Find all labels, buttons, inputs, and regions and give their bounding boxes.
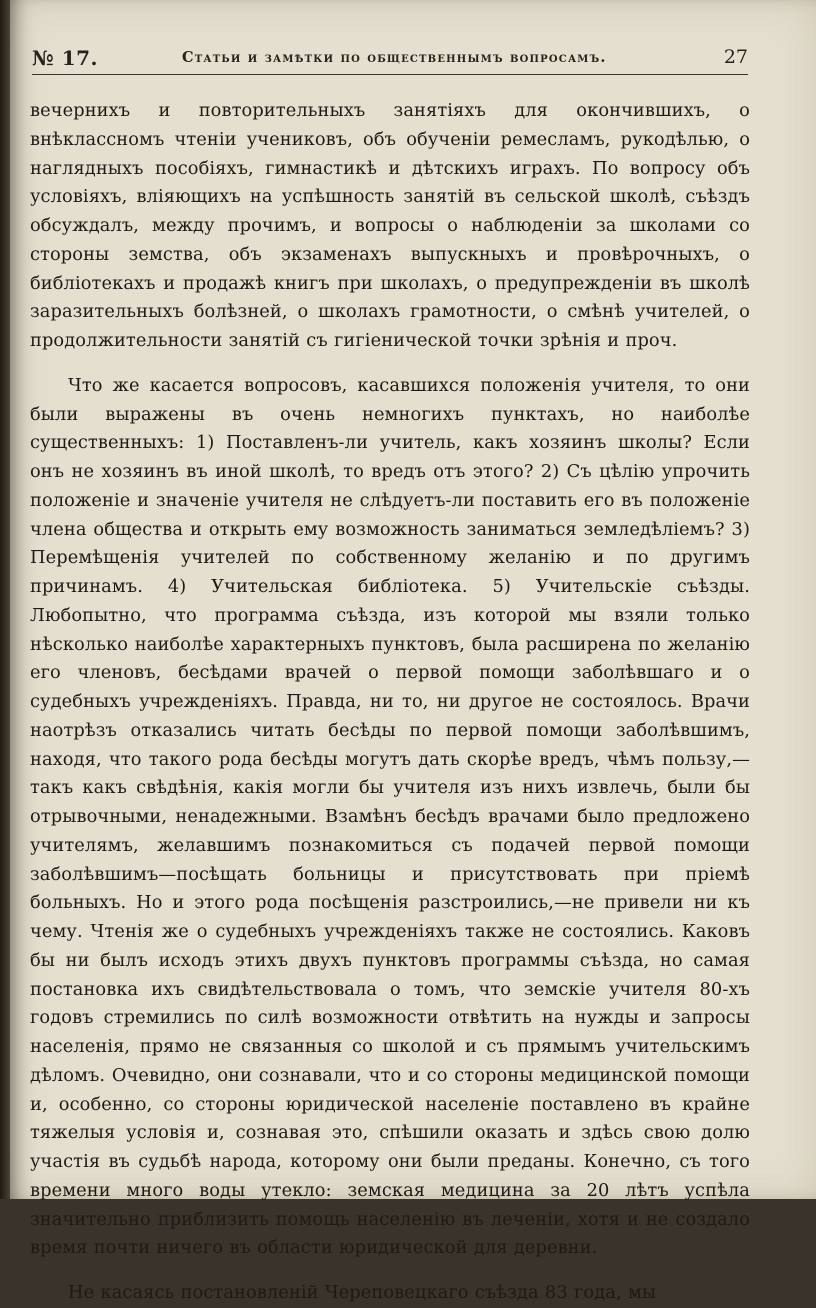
issue-number: № 17. <box>32 46 98 70</box>
paragraph-continuation: вечернихъ и повторительныхъ занятіяхъ для окончившихъ, о внѣклассномъ чтеніи учениковъ, объ обученіи ремесламъ, рукодѣлью, о наглядныхъ пособіяхъ, гимнастикѣ и дѣтскихъ играхъ. По вопросу объ условіяхъ, вліяющихъ на успѣшность занятій въ сельской школѣ, съѣздъ обсуждалъ, между прочимъ, и вопросы о наблюденіи за школами со стороны земства, объ экзаменахъ выпускныхъ и провѣрочныхъ, о библіотекахъ и продажѣ книгъ при школахъ, о предупрежденіи въ школѣ заразительныхъ болѣзней, о школахъ грамотности, о смѣнѣ учителей, о продолжительности занятій съ гигіенической точки зрѣнія и проч. <box>30 100 750 351</box>
article-body <box>30 97 750 1308</box>
paragraph-cherepovets: Не касаясь постановленій Череповецкаго съѣзда 83 года, мы <box>68 1282 657 1303</box>
page-header <box>32 44 748 74</box>
page-number: 27 <box>723 46 748 68</box>
running-title: Статьи и замѣтки по общественнымъ вопросамъ. <box>182 49 607 66</box>
book-page <box>10 0 816 1303</box>
header-rule <box>32 74 748 75</box>
paragraph-teacher-questions: Что же касается вопросовъ, касавшихся положенія учителя, то они были выражены въ очень немногихъ пунктахъ, но наиболѣе существенныхъ: 1) Поставленъ-ли учитель, какъ хозяинъ школы? Если онъ не хозяинъ въ иной школѣ, то вредъ отъ этого? 2) Съ цѣлію упрочить положеніе и значеніе учителя не слѣдуетъ-ли поставить его въ положеніе члена общества и открыть ему возможность заниматься земледѣліемъ? 3) Перемѣщенія учителей по собственному желанію и по другимъ причинамъ. 4) Учительская библіотека. 5) Учительскіе съѣзды. Любопытно, что программа съѣзда, изъ которой мы взяли только нѣсколько наиболѣе характерныхъ пунктовъ, была расширена по желанію его членовъ, бесѣдами врачей о первой помощи заболѣвшаго и о судебныхъ учрежденіяхъ. Правда, ни то, ни другое не состоялось. Врачи наотрѣзъ отказались читать бесѣды по первой помощи заболѣвшимъ, находя, что такого рода бесѣды могутъ дать скорѣе вредъ, чѣмъ пользу,—такъ какъ свѣдѣнія, какія могли бы учителя изъ нихъ извлечь, были бы отрывочными, ненадежными. Взамѣнъ бесѣдъ врачами было предложено учителямъ, желавшимъ познакомиться съ подачей первой помощи заболѣвшимъ—посѣщать больницы и присутствовать при пріемѣ больныхъ. Но и этого рода посѣщенія разстроились,—не привели ни къ чему. Чтенія же о судебныхъ учрежденіяхъ также не состоялись. Каковъ бы ни былъ исходъ этихъ двухъ пунктовъ программы съѣзда, но самая постановка ихъ свидѣтельствовала о томъ, что земскіе учителя 80-хъ годовъ стремились по силѣ возможности отвѣтить на нужды и запросы населенія, прямо не связанныя со школой и съ прямымъ учительскимъ дѣломъ. Очевидно, они сознавали, что и со стороны медицинской помощи и, особенно, со стороны юридической населеніе поставлено въ крайне тяжелыя условія и, сознавая это, спѣшили оказать и здѣсь свою долю участія въ судьбѣ народа, которому они были преданы. Конечно, съ того времени много воды утекло: земская медицина за 20 лѣтъ успѣла значительно приблизить помощь населенію въ леченіи, хотя и не создало время почти ничего въ области юридической для деревни. <box>30 374 750 1259</box>
binding-edge <box>0 0 10 1199</box>
